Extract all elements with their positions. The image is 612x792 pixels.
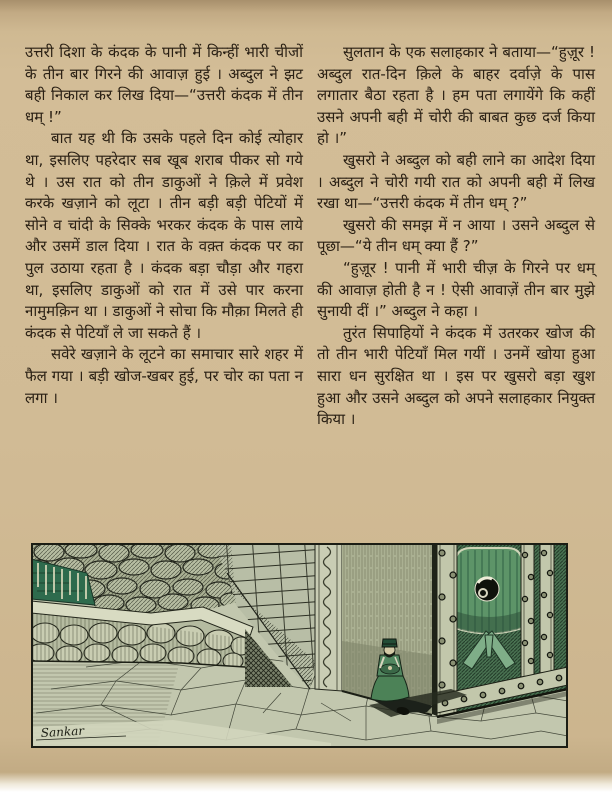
story-paragraph: उत्तरी दिशा के कंदक के पानी में किन्हीं भारी चीजों के तीन बार गिरने की आवाज़ हुई । अब्दुल ने झट बही निकाल कर लिख दिया—“उत्तरी कंदक में तीन धम् !” bbox=[25, 43, 303, 126]
story-paragraph: तुरंत सिपाहियों ने कंदक में उतरकर खोज की तो तीन भारी पेटियाँ मिल गयीं । उनमें खोया हुआ सारा धन सुरक्षित था । इस पर खुसरो बड़ा खुश हुआ और उसने अब्दुल को अपने सलाहकार नियुक्त किया । bbox=[317, 323, 595, 429]
left-column bbox=[25, 42, 303, 431]
story-paragraph: सुलतान के एक सलाहकार ने बताया—“हुज़ूर ! अब्दुल रात-दिन क़िले के बाहर दर्वाज़े के पास लगातार बैठा रहता है । हम पता लगायेंगे कि कहीं उसने अपनी बही में चोरी की बाबत कुछ दर्ज किया हो ।” bbox=[317, 43, 595, 148]
story-paragraph: खुसरो की समझ में न आया । उसने अब्दुल से पूछा—“ये तीन धम् क्या हैं ?” bbox=[317, 215, 595, 256]
door-knocker bbox=[475, 577, 499, 601]
story-text bbox=[25, 42, 595, 431]
story-paragraph: “हुज़ूर ! पानी में भारी चीज़ के गिरने पर धम् की आवाज़ होती है न ! ऐसी आवाज़ें तीन बार मुझे सुनायी दीं ।” अब्दुल ने कहा । bbox=[317, 258, 595, 321]
carved-door-frame bbox=[315, 543, 342, 691]
artist-signature: Sankar bbox=[40, 723, 85, 740]
right-column bbox=[317, 42, 595, 431]
story-illustration bbox=[31, 543, 568, 748]
story-paragraph: बात यह थी कि उसके पहले दिन कोई त्योहार था, इसलिए पहरेदार सब खूब शराब पीकर सो गये थे । उस रात को तीन डाकुओं ने क़िले में प्रवेश करके खज़ाने को लूटा । तीन बड़ी बड़ी पेटियों में सोने व चांदी के सिक्के भरकर कंदक के पास लाये और उसमें डाल दिया । रात के वक़्त कंदक पर का पुल उठाया रहता है । कंदक बड़ा चौड़ा और गहरा था, इसलिए डाकुओं को रात में उसे पार करना नामुमक़िन था । डाकुओं ने सोचा कि मौक़ा मिलते ही कंदक से पेटियाँ ले जा सकते हैं । bbox=[25, 129, 303, 342]
story-paragraph: सवेरे खज़ाने के लूटने का समाचार सारे शहर में फैल गया । बड़ी खोज-खबर हुई, पर चोर का पता न लगा । bbox=[25, 345, 303, 407]
story-paragraph: खुसरो ने अब्दुल को बही लाने का आदेश दिया । अब्दुल ने चोरी गयी रात को अपनी बही में लिख रखा था—“उत्तरी कंदक में तीन धम् ?” bbox=[317, 150, 595, 213]
